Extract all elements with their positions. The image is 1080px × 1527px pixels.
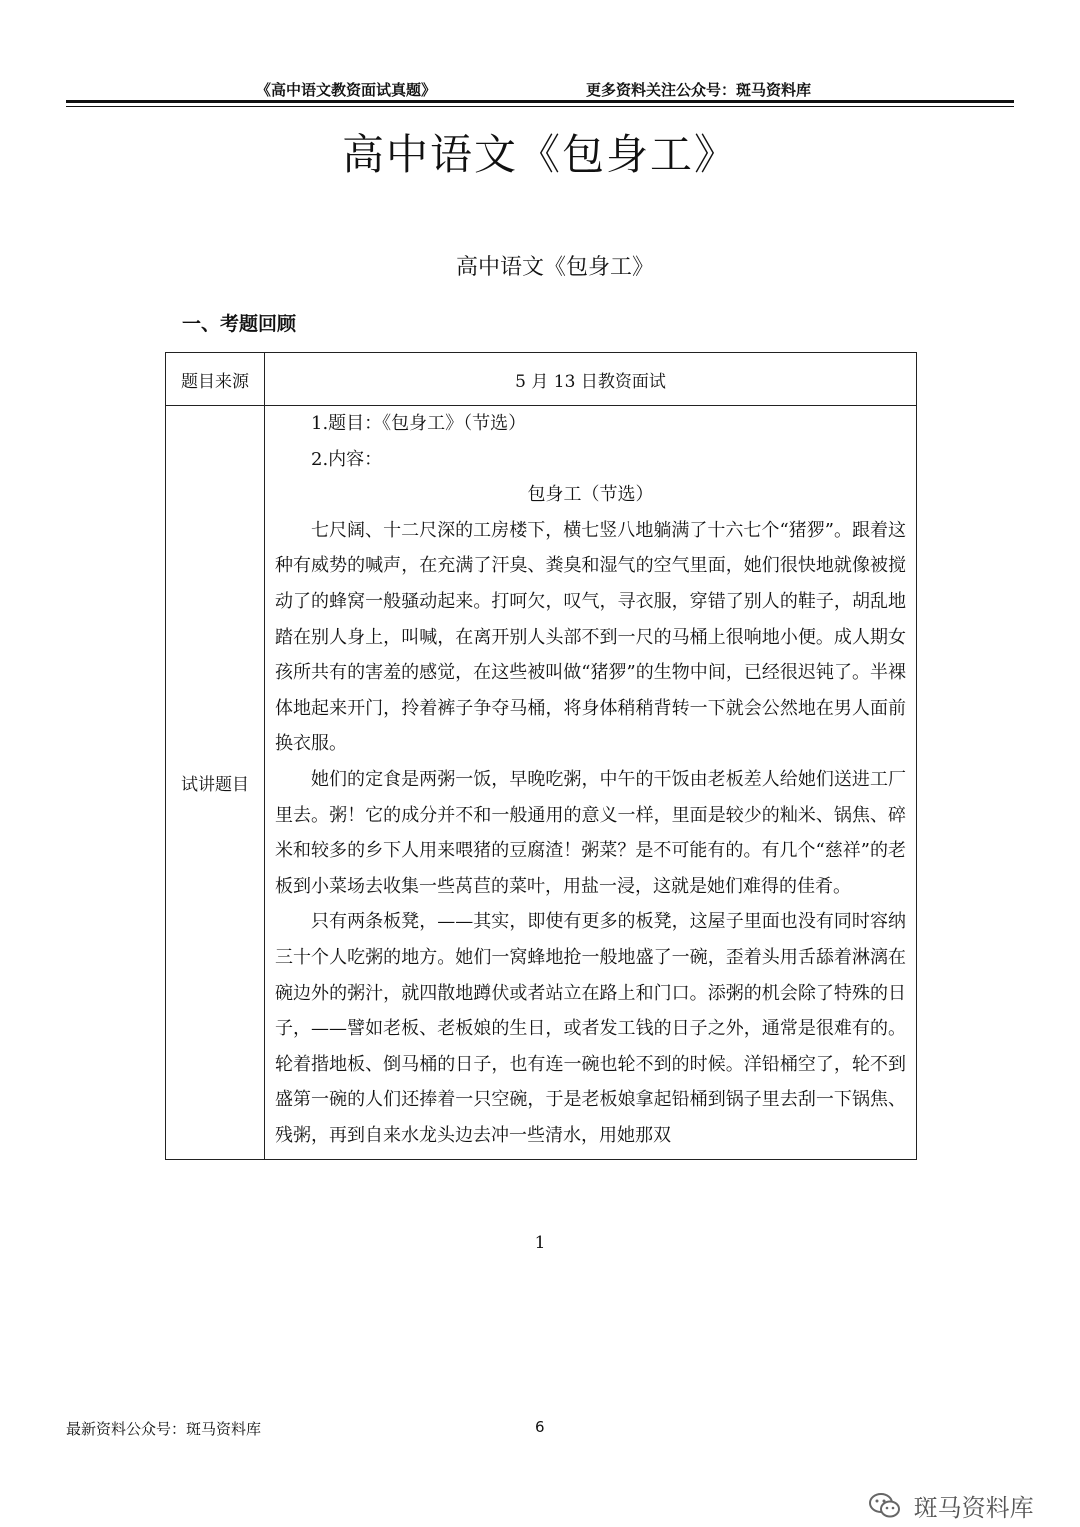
header-rule-thin: [66, 106, 1014, 107]
passage-paragraph-3: 只有两条板凳，——其实，即使有更多的板凳，这屋子里面也没有同时容纳三十个人吃粥的地方。她们一窝蜂地抢一般地盛了一碗，歪着头用舌舔着淋漓在碗边外的粥汁，就四散地蹲伏或者站立在路上和门口。添粥的机会除了特殊的日子，——譬如老板、老板娘的生日，或者发工钱的日子之外，通常是很难有的。轮着揩地板、倒马桶的日子，也有连一碗也轮不到的时候。洋铅桶空了，轮不到盛第一碗的人们还捧着一只空碗，于是老板娘拿起铅桶到锅子里去刮一下锅焦、残粥，再到自来水龙头边去冲一些清水，用她那双: [275, 911, 906, 1146]
table-row-topic: [166, 406, 917, 1160]
table-row-source: [166, 353, 917, 406]
passage-paragraph-2: 她们的定食是两粥一饭，早晚吃粥，中午的干饭由老板差人给她们送进工厂里去。粥！它的成分并不和一般通用的意义一样，里面是较少的籼米、锅焦、碎米和较多的乡下人用来喂猪的豆腐渣！粥菜？是不可能有的。有几个“慈祥”的老板到小菜场去收集一些莴苣的菜叶，用盐一浸，这就是她们难得的佳肴。: [275, 768, 906, 897]
topic-label: 试讲题目: [166, 406, 265, 1160]
topic-content: [265, 406, 917, 1160]
header-rule-thick: [66, 100, 1014, 103]
passage-paragraph-1: 七尺阔、十二尺深的工房楼下，横七竖八地躺满了十六七个“猪猡”。跟着这种有威势的喊声，在充满了汗臭、粪臭和湿气的空气里面，她们很快地就像被搅动了的蜂窝一般骚动起来。打呵欠，叹气，寻衣服，穿错了别人的鞋子，胡乱地踏在别人身上，叫喊，在离开别人头部不到一尺的马桶上很响地小便。成人期女孩所共有的害羞的感觉，在这些被叫做“猪猡”的生物中间，已经很迟钝了。半裸体地起来开门，拎着裤子争夺马桶，将身体稍稍背转一下就会公然地在男人面前换衣服。: [275, 519, 906, 755]
passage-title: 包身工（节选）: [527, 484, 654, 506]
sub-title: 高中语文《包身工》: [455, 255, 654, 280]
section-heading: 一、考题回顾: [182, 313, 297, 335]
header-right-text: 更多资料关注公众号：斑马资料库: [586, 81, 812, 99]
topic-item-content: 2.内容：: [311, 448, 383, 470]
footer-left-text: 最新资料公众号：斑马资料库: [66, 1420, 262, 1438]
source-label: 题目来源: [166, 353, 265, 406]
watermark-text: 斑马资料库: [913, 1494, 1034, 1522]
footer-page-number: 6: [535, 1418, 545, 1436]
page-number: 1: [534, 1233, 546, 1253]
exam-table: [165, 352, 917, 1160]
source-value: 5 月 13 日教资面试: [265, 353, 917, 406]
topic-item-title: 1.题目：《包身工》（节选）: [311, 413, 527, 434]
main-title: 高中语文《包身工》: [341, 130, 738, 179]
watermark: [868, 1488, 1034, 1522]
header-left-text: 《高中语文教资面试真题》: [256, 81, 437, 99]
page-header: [66, 76, 1014, 100]
wechat-icon: [868, 1492, 902, 1520]
